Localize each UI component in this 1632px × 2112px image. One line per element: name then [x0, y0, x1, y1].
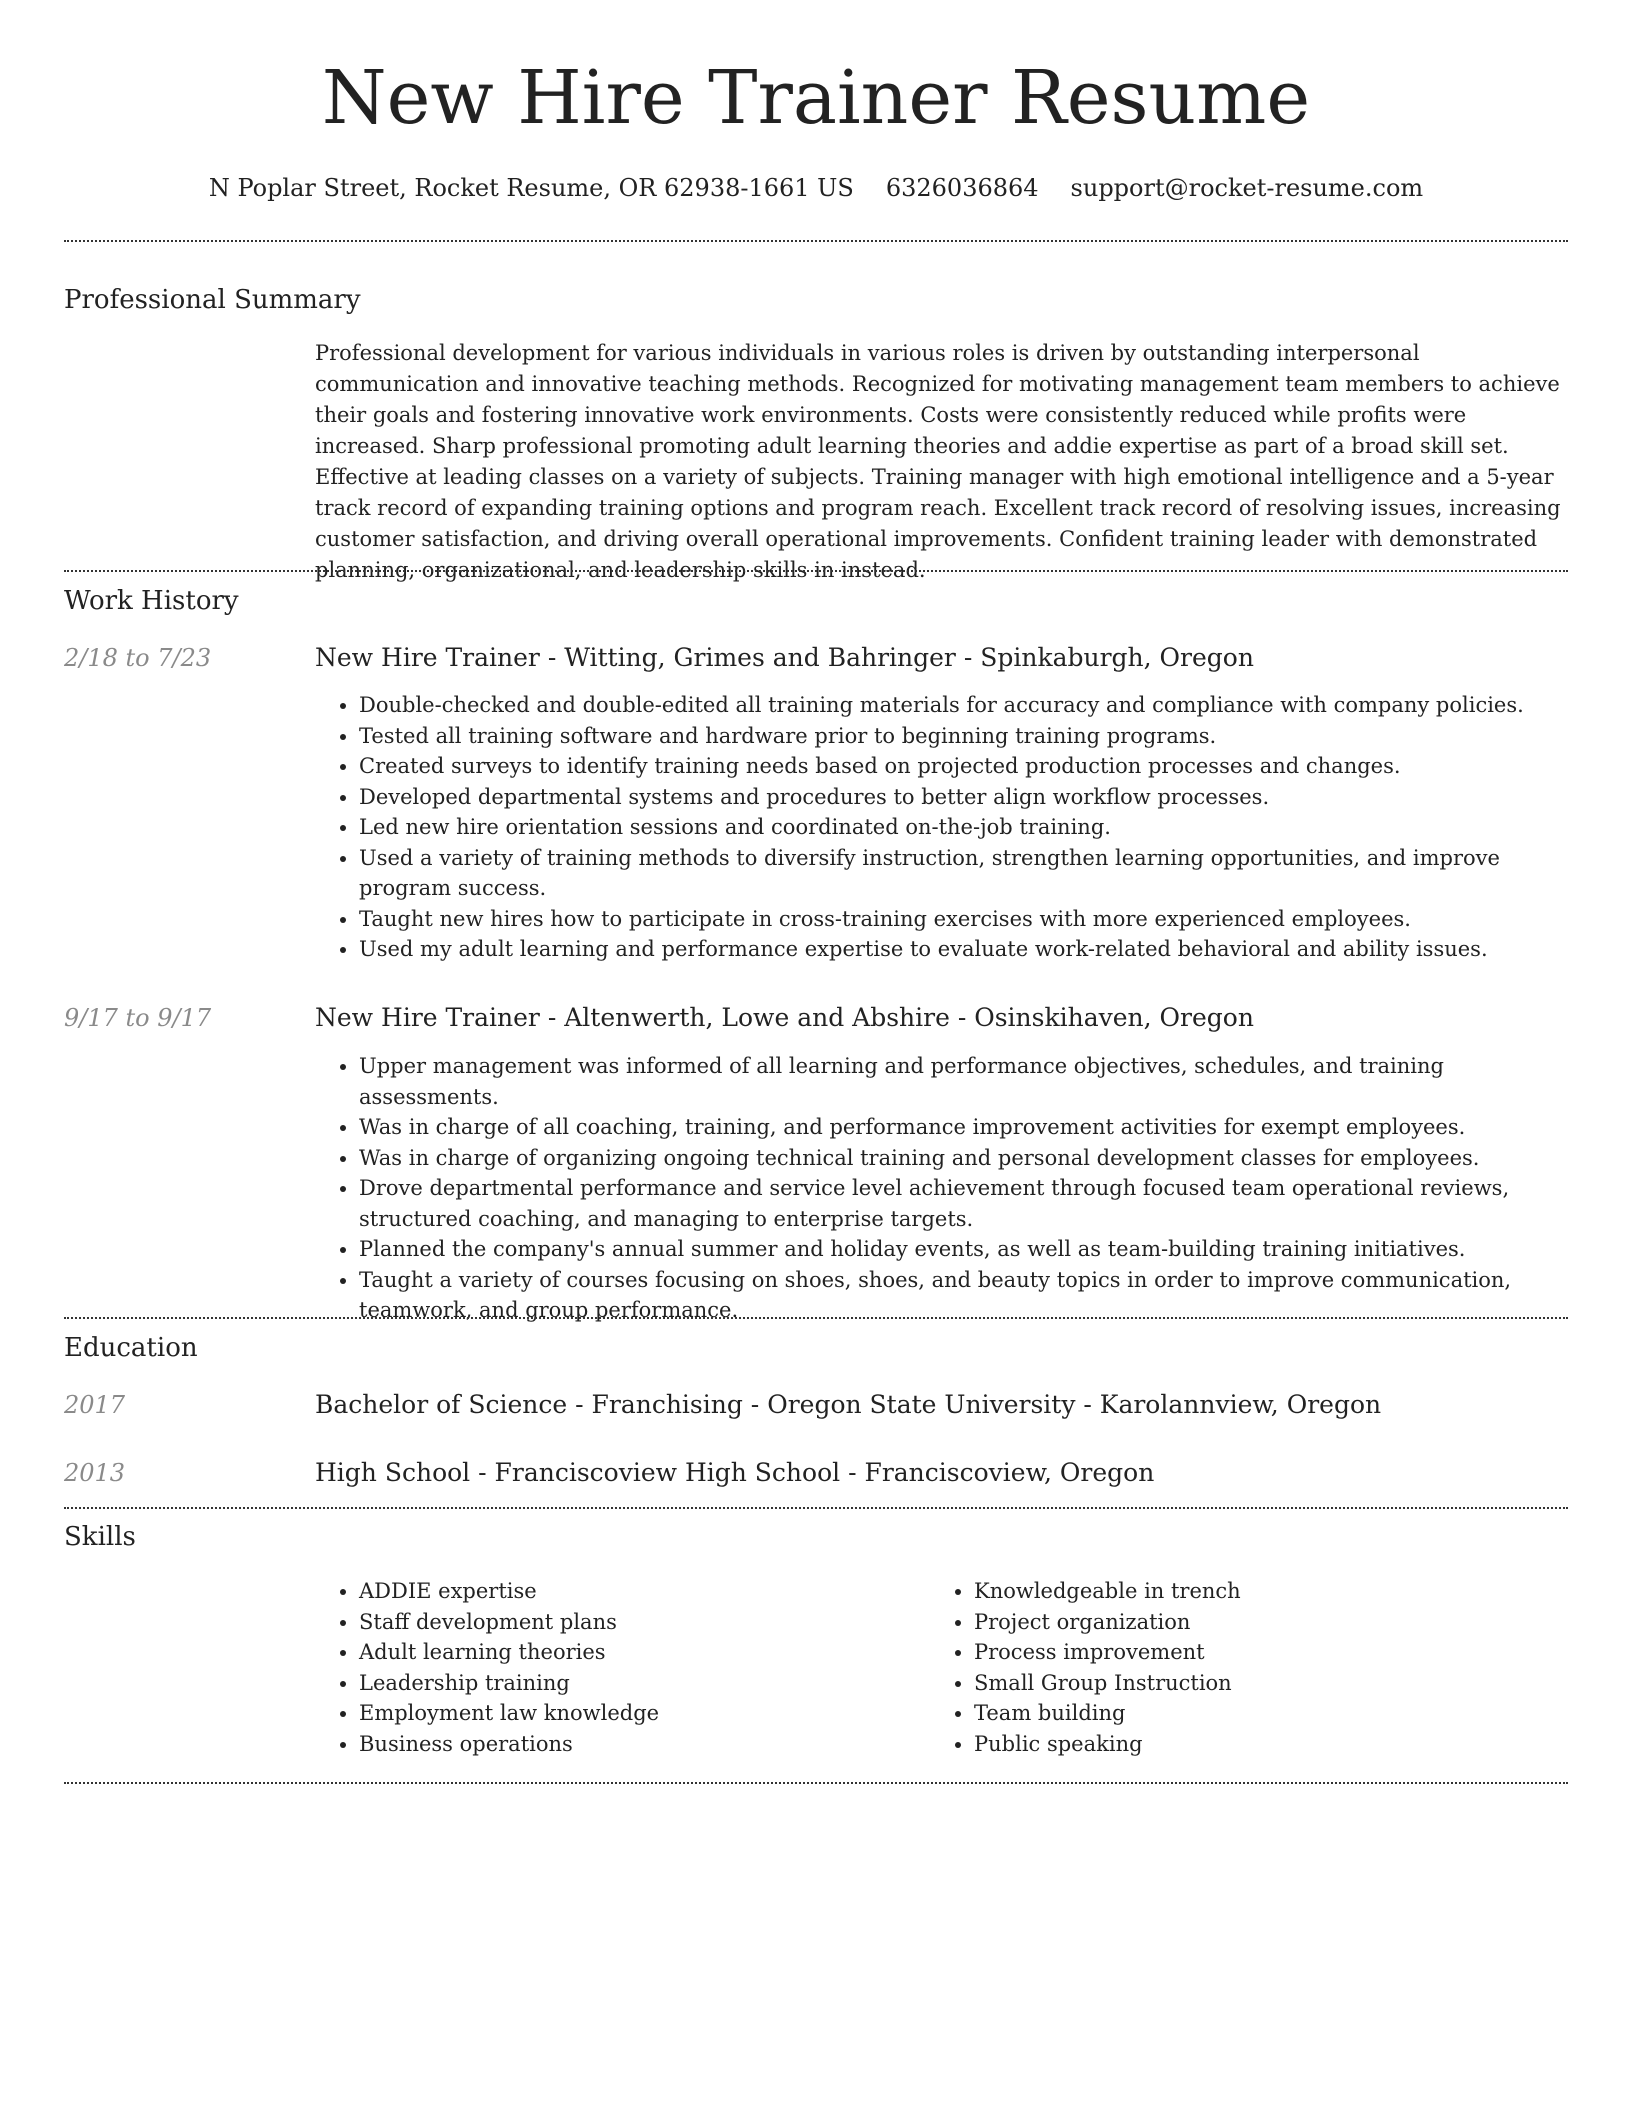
section-divider — [64, 570, 1568, 572]
contact-email[interactable]: support@rocket-resume.com — [1070, 174, 1424, 202]
job-duty: • Double-checked and double-edited all training materials for accuracy and compliance with company policies. — [359, 690, 1568, 721]
job-duties-list — [315, 1051, 1568, 1326]
skills-list-right — [930, 1576, 1568, 1759]
job-duty: • Led new hire orientation sessions and coordinated on-the-job training. — [359, 812, 1568, 843]
contact-address: N Poplar Street, Rocket Resume, OR 62938-1661 US — [208, 174, 854, 202]
skill-item: • Team building — [974, 1698, 1568, 1729]
section-divider — [64, 1507, 1568, 1509]
skills-heading: Skills — [64, 1522, 136, 1552]
summary-text: Professional development for various individuals in various roles is driven by outstanding interpersonal communication and innovative teaching methods. Recognized for motivating management team members to achieve their goals and fostering innovative work environments. Costs were consistently reduced while profits were increased. Sharp professional promoting adult learning theories and addie expertise as part of a broad skill set. Effective at leading classes on a variety of subjects. Training manager with high emotional intelligence and a 5-year track record of expanding training options and program reach. Excellent track record of resolving issues, increasing customer satisfaction, and driving overall operational improvements. Confident training leader with demonstrated planning, organizational, and leadership skills in instead. — [315, 341, 1561, 582]
section-divider — [64, 1317, 1568, 1319]
education-year: 2017 — [64, 1391, 126, 1419]
section-divider — [64, 1782, 1568, 1784]
education-year: 2013 — [64, 1459, 126, 1487]
job-duty: • Created surveys to identify training needs based on projected production processes and changes. — [359, 751, 1568, 782]
job-title: New Hire Trainer - Altenwerth, Lowe and Abshire - Osinskihaven, Oregon — [315, 1003, 1254, 1032]
job-duty: • Taught a variety of courses focusing on shoes, shoes, and beauty topics in order to improve communication, teamwork, and group performance. — [359, 1265, 1568, 1326]
skill-item: • Knowledgeable in trench — [974, 1576, 1568, 1607]
skill-item: • Project organization — [974, 1607, 1568, 1638]
job-dates: 2/18 to 7/23 — [64, 644, 212, 672]
education-entry: Bachelor of Science - Franchising - Oregon State University - Karolannview, Oregon — [315, 1390, 1382, 1419]
contact-line — [64, 170, 1568, 206]
skill-item: • Business operations — [359, 1729, 929, 1760]
skill-item: • ADDIE expertise — [359, 1576, 929, 1607]
job-duty: • Was in charge of organizing ongoing technical training and personal development classes for employees. — [359, 1143, 1568, 1174]
job-title: New Hire Trainer - Witting, Grimes and Bahringer - Spinkaburgh, Oregon — [315, 643, 1254, 672]
job-duty: • Planned the company's annual summer and holiday events, as well as team-building training initiatives. — [359, 1234, 1568, 1265]
education-entry: High School - Franciscoview High School - Franciscoview, Oregon — [315, 1458, 1155, 1487]
job-duty: • Tested all training software and hardware prior to beginning training programs. — [359, 721, 1568, 752]
job-duty: • Was in charge of all coaching, training, and performance improvement activities for exempt employees. — [359, 1112, 1568, 1143]
summary-heading: Professional Summary — [64, 285, 361, 315]
education-heading: Education — [64, 1333, 198, 1363]
job-duty: • Developed departmental systems and procedures to better align workflow processes. — [359, 782, 1568, 813]
skill-item: • Public speaking — [974, 1729, 1568, 1760]
work-history-heading: Work History — [64, 586, 239, 616]
job-duty: • Taught new hires how to participate in cross-training exercises with more experienced employees. — [359, 904, 1568, 935]
job-duty: • Upper management was informed of all learning and performance objectives, schedules, and training assessments. — [359, 1051, 1568, 1112]
skills-list-left — [315, 1576, 929, 1759]
job-duty: • Used my adult learning and performance expertise to evaluate work-related behavioral and ability issues. — [359, 934, 1568, 965]
skill-item: • Small Group Instruction — [974, 1668, 1568, 1699]
skill-item: • Leadership training — [359, 1668, 929, 1699]
skill-item: • Adult learning theories — [359, 1637, 929, 1668]
job-duties-list — [315, 690, 1568, 965]
job-dates: 9/17 to 9/17 — [64, 1004, 212, 1032]
job-duty: • Drove departmental performance and service level achievement through focused team operational reviews, structured coaching, and managing to enterprise targets. — [359, 1173, 1568, 1234]
skill-item: • Process improvement — [974, 1637, 1568, 1668]
skill-item: • Employment law knowledge — [359, 1698, 929, 1729]
resume-title: New Hire Trainer Resume — [321, 55, 1311, 141]
job-duty: • Used a variety of training methods to diversify instruction, strengthen learning opportunities, and improve program success. — [359, 843, 1568, 904]
skill-item: • Staff development plans — [359, 1607, 929, 1638]
section-divider — [64, 240, 1568, 242]
contact-phone: 6326036864 — [885, 174, 1039, 202]
